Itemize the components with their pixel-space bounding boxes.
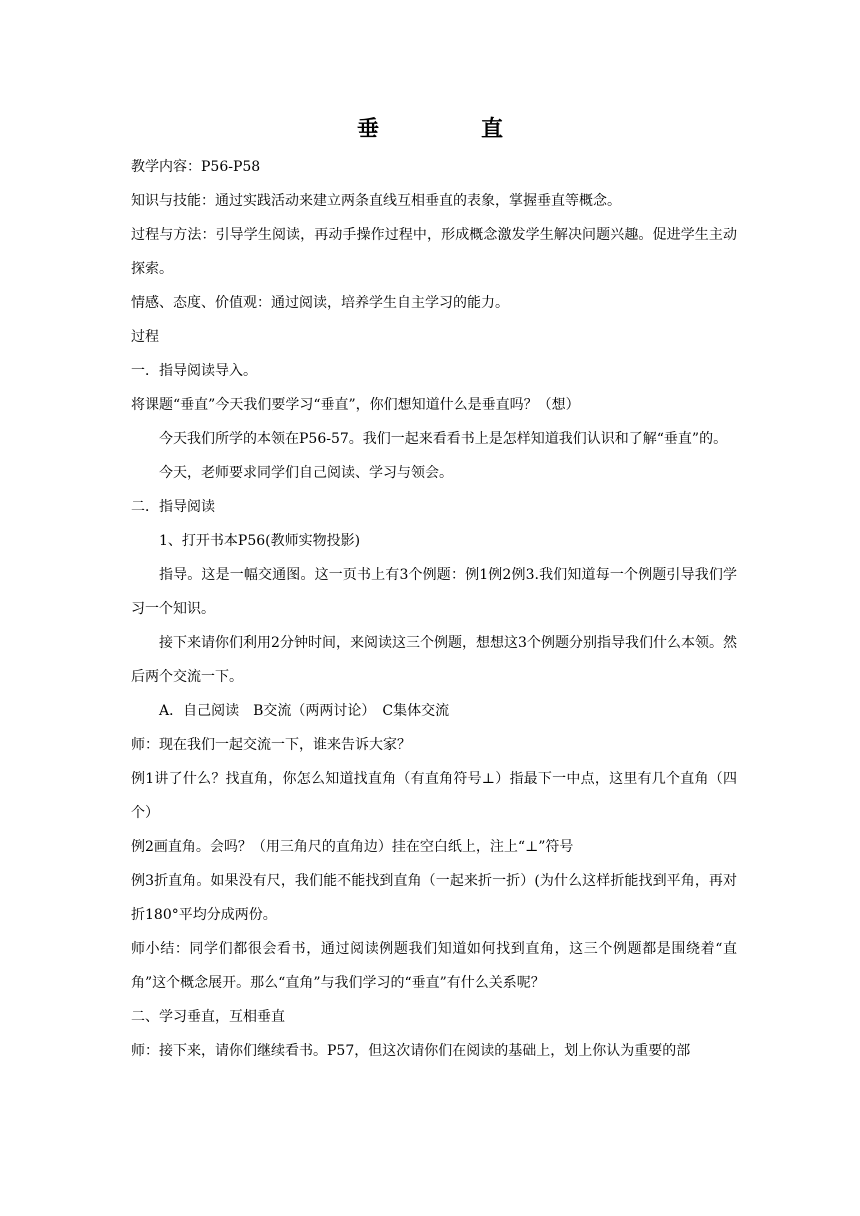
heading-section-3: 二、学习垂直，互相垂直 xyxy=(131,1009,285,1025)
paragraph-knowledge: 知识与技能：通过实践活动来建立两条直线互相垂直的表象，掌握垂直等概念。 xyxy=(131,193,621,209)
paragraph-read-2min: 接下来请你们利用2分钟时间，来阅读这三个例题，想想这3个例题分别指导我们什么本领。然后两个交流一下。 xyxy=(131,635,737,685)
paragraph-method: 过程与方法：引导学生阅读，再动手操作过程中，形成概念激发学生解决问题兴趣。促进学生主动探索。 xyxy=(131,227,737,277)
paragraph-open-book: 1、打开书本P56(教师实物投影) xyxy=(159,533,361,549)
heading-process: 过程 xyxy=(131,329,159,345)
paragraph-example-3: 例3折直角。如果没有尺，我们能不能找到直角（一起来折一折）(为什么这样折能找到平角，再对折180°平均分成两份。 xyxy=(131,873,737,923)
paragraph-example-2: 例2画直角。会吗？（用三角尺的直角边）挂在空白纸上，注上“⊥”符号 xyxy=(131,839,574,855)
paragraph-attitude: 情感、态度、价值观：通过阅读，培养学生自主学习的能力。 xyxy=(131,295,509,311)
paragraph-content: 教学内容：P56-P58 xyxy=(131,159,261,175)
paragraph-abc: A．自己阅读 B交流（两两讨论） C集体交流 xyxy=(159,703,450,719)
paragraph-today-2: 今天，老师要求同学们自己阅读、学习与领会。 xyxy=(159,465,453,481)
paragraph-intro: 将课题“垂直”今天我们要学习“垂直”，你们想知道什么是垂直吗？（想） xyxy=(131,397,580,413)
heading-section-1: 一．指导阅读导入。 xyxy=(131,363,257,379)
paragraph-teacher-1: 师：现在我们一起交流一下，谁来告诉大家？ xyxy=(131,737,411,753)
paragraph-teacher-2: 师：接下来，请你们继续看书。P57，但这次请你们在阅读的基础上，划上你认为重要的部 xyxy=(131,1043,691,1059)
heading-section-2: 二．指导阅读 xyxy=(131,499,215,515)
document-body xyxy=(131,150,737,1068)
page-title: 垂 直 xyxy=(356,116,543,142)
paragraph-today-1: 今天我们所学的本领在P56-57。我们一起来看看书上是怎样知道我们认识和了解“垂直”的。 xyxy=(159,431,728,447)
paragraph-guide: 指导。这是一幅交通图。这一页书上有3个例题：例1例2例3.我们知道每一个例题引导我们学习一个知识。 xyxy=(131,567,737,617)
paragraph-summary: 师小结：同学们都很会看书，通过阅读例题我们知道如何找到直角，这三个例题都是围绕着“直角”这个概念展开。那么“直角”与我们学习的“垂直”有什么关系呢？ xyxy=(131,941,737,991)
paragraph-example-1: 例1讲了什么？找直角，你怎么知道找直角（有直角符号⊥）指最下一中点，这里有几个直角（四个） xyxy=(131,771,737,821)
